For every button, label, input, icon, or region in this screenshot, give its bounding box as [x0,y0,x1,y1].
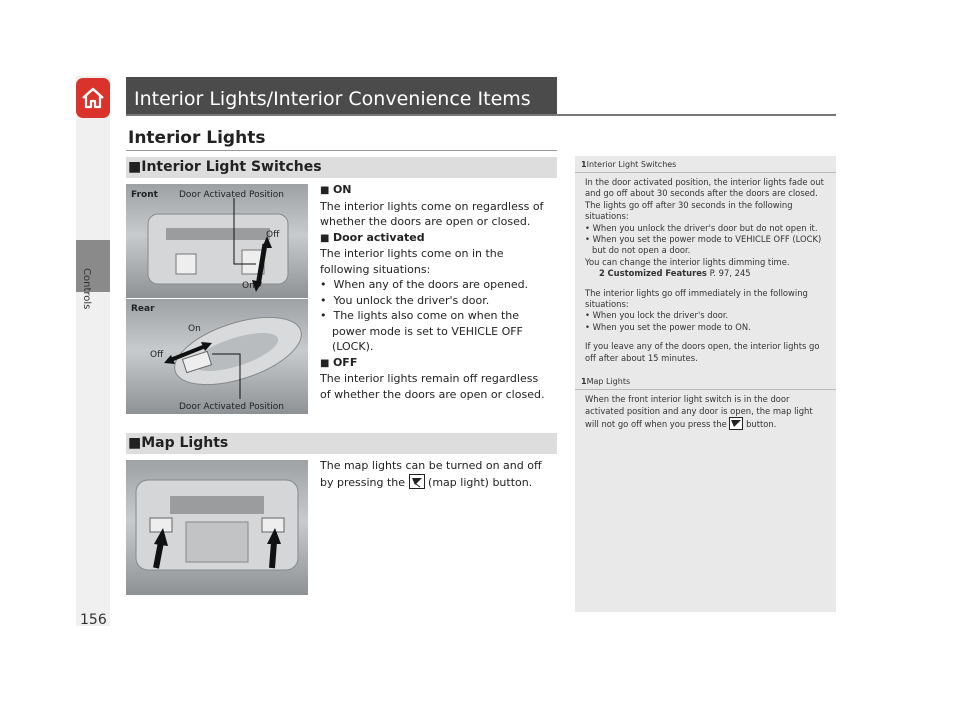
door-activated-label-bottom: Door Activated Position [179,402,285,412]
front-switch-photo [126,184,308,298]
home-button[interactable] [76,78,110,118]
section-title-map-lights: ■Map Lights [128,435,229,451]
list-item: • You unlock the driver's door. [320,293,490,307]
section-tab-label[interactable]: Controls [81,268,92,310]
on-text: The interior lights come on regardless of whether the doors are open or closed. [320,199,544,228]
on-heading: ON [332,183,352,196]
door-activated-label-top: Door Activated Position [179,190,285,200]
note-title: 1Interior Light Switches [575,156,836,173]
page-number: 156 [80,612,107,628]
note-number-icon: 1 [581,160,587,169]
list-item: • The lights also come on when the power mode is set to VEHICLE OFF (LOCK). [320,309,523,353]
main-heading: Interior Lights [128,128,266,148]
cross-reference[interactable]: 2 Customized Features P. 97, 245 [599,268,751,279]
note-body: When the front interior light switch is in the door activated position and any door is open, the map light will not go off when you press the button. [585,394,813,429]
off-label-rear: Off [150,350,164,360]
on-label-top: On [242,281,255,291]
page-title: Interior Lights/Interior Convenience Items [134,88,531,110]
door-activated-text: The interior lights come on in the following situations: [320,247,504,276]
home-icon [80,86,106,110]
square-bullet-icon: ■ [128,159,142,175]
map-light-illustration [126,460,308,595]
square-bullet-icon: ■ [128,435,142,451]
map-light-button-icon [729,417,743,430]
front-label: Front [131,190,158,200]
list-item: • When you unlock the driver's door but do not open it. [585,222,818,233]
cross-reference-icon: 2 [599,268,605,279]
on-label-rear: On [188,324,201,334]
notes-panel [575,156,836,612]
rear-label: Rear [131,304,155,314]
section-title-interior-light-switches: ■Interior Light Switches [128,159,322,175]
list-item: • When you lock the driver's door. [585,310,729,321]
off-text: The interior lights remain off regardless of whether the doors are open or closed. [320,372,545,401]
list-item: • When any of the doors are opened. [320,278,529,291]
door-activated-heading: Door activated [332,230,425,244]
note-title: 1Map Lights [575,373,836,390]
section1-body: ■ ON The interior lights come on regardless of whether the doors are open or closed. ■ Door activated The interior lights come on in the following situations: • When any of the doors are opened. • You unlock the driver's door. • The lights also come on when the power mode is set to VEHICLE OFF (LOCK). ■ OFF The interior lights remain off regardless of whether the doors are open or closed. [320,182,550,402]
list-item: • When you set the power mode to VEHICLE OFF (LOCK) but do not open a door. [585,234,822,256]
section2-body: The map lights can be turned on and off by pressing the (map light) button. [320,459,542,489]
off-label-top: Off [266,230,280,240]
side-tab-strip [76,76,110,626]
title-underline [126,114,836,116]
list-item: • When you set the power mode to ON. [585,321,751,332]
map-light-photo [126,460,308,595]
off-heading: OFF [332,355,358,369]
map-light-button-icon [409,474,425,489]
note-number-icon: 1 [581,377,587,387]
heading-rule [126,150,557,151]
front-light-illustration [126,184,308,298]
note-body: In the door activated position, the interior lights fade out and go off about 30 seconds after the doors are closed. The lights go off after 30 seconds in the following situations: • When you unlock the driver's door but do not open it. • When you set the power mode to VEHICLE OFF (LOCK) but do not open a door. You can change the interior lights dimming time. 2 Customized Features P. 97, 245 The interior lights go off immediately in the following situations: • When you lock the driver's door. • When you set the power mode to ON. If you leave any of the doors open, the interior lights go off after about 15 minutes. [575,173,836,368]
